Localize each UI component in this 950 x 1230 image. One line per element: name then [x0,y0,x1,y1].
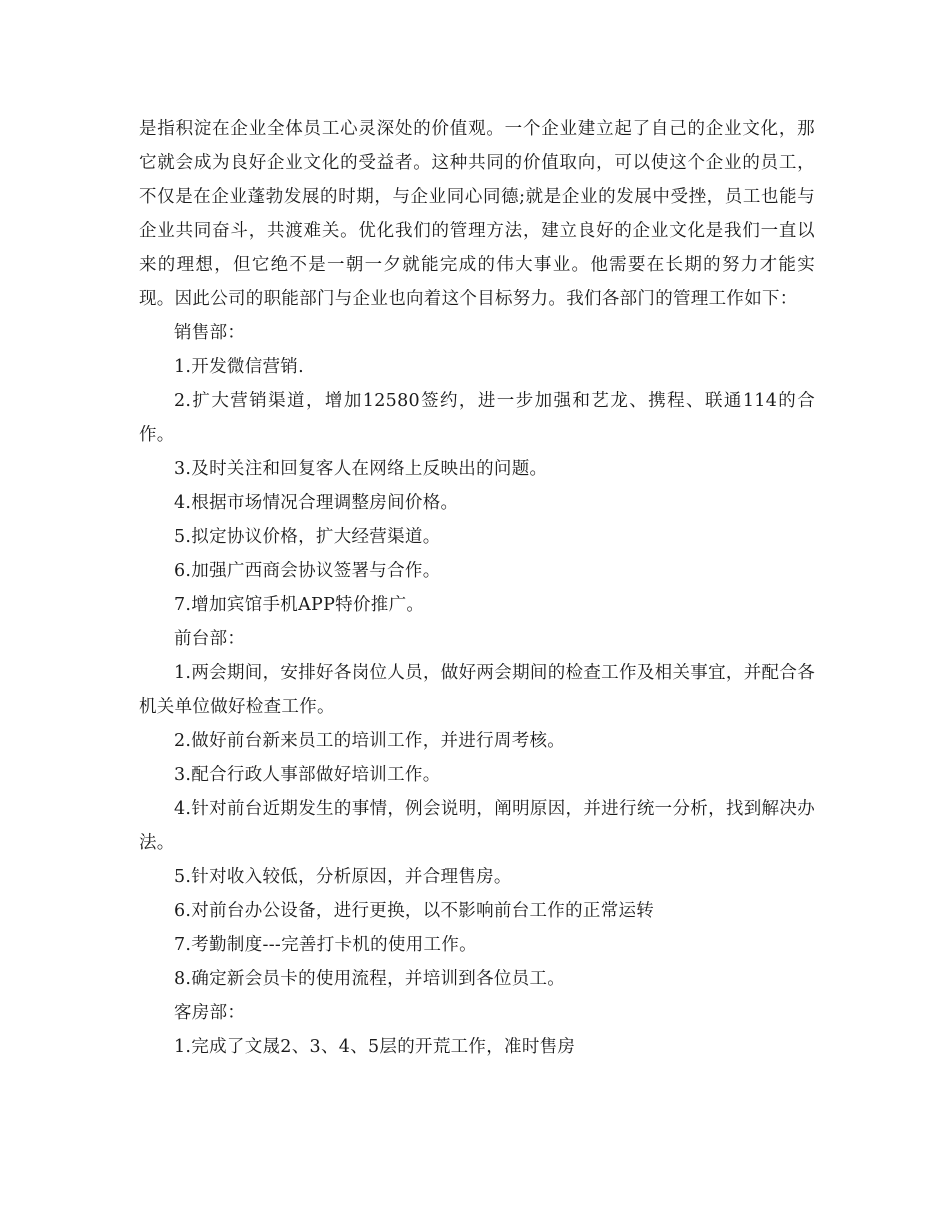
list-item: 1.完成了文晟2、3、4、5层的开荒工作，准时售房 [174,1037,576,1057]
list-item: 6.对前台办公设备，进行更换，以不影响前台工作的正常运转 [174,901,655,921]
list-item: 1.两会期间，安排好各岗位人员，做好两会期间的检查工作及相关事宜，并配合各机关单位做好检查工作。 [139,663,815,717]
list-item: 4.根据市场情况合理调整房间价格。 [174,493,459,513]
section-heading-housekeeping: 客房部： [174,1003,246,1023]
list-item: 6.加强广西商会协议签署与合作。 [174,561,441,581]
list-item: 1.开发微信营销. [174,357,304,377]
list-item: 2.做好前台新来员工的培训工作，并进行周考核。 [174,731,566,751]
document-body [139,112,815,1064]
section-heading-front-desk: 前台部： [174,629,246,649]
list-item: 8.确定新会员卡的使用流程，并培训到各位员工。 [174,969,566,989]
list-item: 3.及时关注和回复客人在网络上反映出的问题。 [174,459,548,479]
list-item: 4.针对前台近期发生的事情，例会说明，阐明原因，并进行统一分析，找到解决办法。 [139,799,815,853]
list-item: 7.考勤制度---完善打卡机的使用工作。 [174,935,477,955]
list-item: 7.增加宾馆手机APP特价推广。 [174,595,425,615]
list-item: 2.扩大营销渠道，增加12580签约，进一步加强和艺龙、携程、联通114的合作。 [139,391,815,445]
list-item: 5.针对收入较低，分析原因，并合理售房。 [174,867,512,887]
section-heading-sales: 销售部： [174,323,246,343]
list-item: 5.拟定协议价格，扩大经营渠道。 [174,527,441,547]
list-item: 3.配合行政人事部做好培训工作。 [174,765,441,785]
intro-paragraph: 是指积淀在企业全体员工心灵深处的价值观。一个企业建立起了自己的企业文化，那它就会成为良好企业文化的受益者。这种共同的价值取向，可以使这个企业的员工，不仅是在企业蓬勃发展的时期，与企业同心同德;就是企业的发展中受挫，员工也能与企业共同奋斗，共渡难关。优化我们的管理方法，建立良好的企业文化是我们一直以来的理想，但它绝不是一朝一夕就能完成的伟大事业。他需要在长期的努力才能实现。因此公司的职能部门与企业也向着这个目标努力。我们各部门的管理工作如下： [139,119,815,309]
